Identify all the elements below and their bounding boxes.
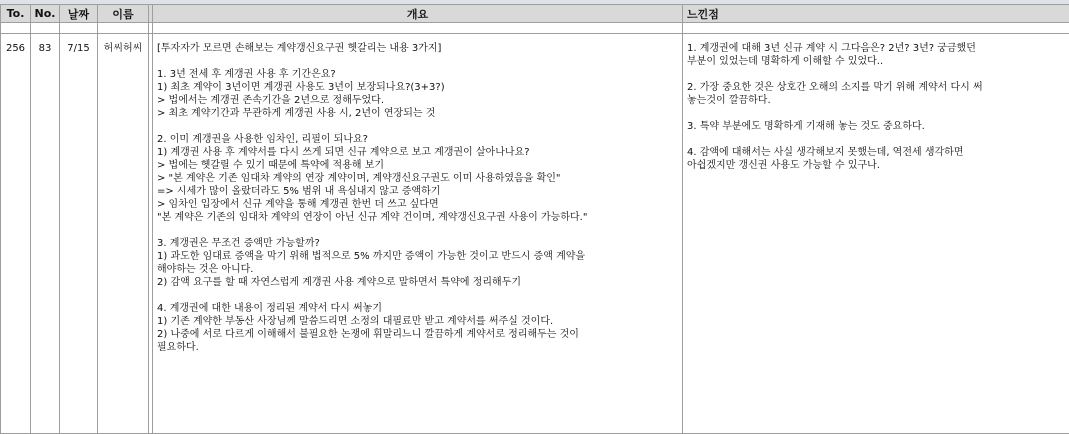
summary-line: > 최초 계약기간과 무관하게 계갱권 사용 시, 2년이 연장되는 것: [157, 108, 436, 119]
blank-line: [157, 120, 678, 133]
cell[interactable]: [98, 23, 149, 34]
summary-line: > 임차인 입장에서 신규 계약을 통해 계갱권 한번 더 쓰고 싶다면: [157, 199, 439, 210]
summary-line: > 법에서는 계갱권 존속기간을 2년으로 정해두었다.: [157, 95, 385, 106]
impression-line: 놓는것이 깔끔하다.: [687, 95, 771, 106]
summary-line: > "본 계약은 기존 임대차 계약의 연장 계약이며, 계약갱신요구권도 이미 사용하였음을 확인": [157, 173, 561, 184]
header-name[interactable]: 이름: [98, 5, 149, 23]
impression-line: 3. 특약 부분에도 명확하게 기재해 놓는 것도 중요하다.: [687, 121, 925, 132]
cell[interactable]: [60, 23, 98, 34]
header-to[interactable]: To.: [1, 5, 31, 23]
impression-line: 부분이 있었는데 명확하게 이해할 수 있었다..: [687, 56, 884, 67]
header-summary[interactable]: 개요: [153, 5, 683, 23]
cell-name[interactable]: 허씨허씨: [98, 34, 149, 434]
summary-line: 1. 3년 전세 후 계갱권 사용 후 기간은요?: [157, 69, 336, 80]
summary-line: 1) 기존 계약한 부동산 사장님께 말씀드리면 소정의 대필료만 받고 계약서를 써주실 것이다.: [157, 316, 554, 327]
spacer-row: [1, 23, 1069, 34]
blank-line: [687, 68, 1065, 81]
summary-line: 3. 계갱권은 무조건 증액만 가능할까?: [157, 238, 320, 249]
blank-line: [687, 107, 1065, 120]
summary-line: 1) 과도한 임대료 증액을 막기 위해 법적으로 5% 까지만 증액이 가능한 것이고 반드시 증액 계약을: [157, 251, 586, 262]
summary-line: "본 계약은 기존의 임대차 계약의 연장이 아닌 신규 계약 건이며, 계약갱신요구권 사용이 가능하다.": [157, 212, 588, 223]
header-impression[interactable]: 느낀점: [683, 5, 1069, 23]
cell-summary[interactable]: [153, 34, 683, 434]
summary-line: 2) 감액 요구를 할 때 자연스럽게 계갱권 사용 계약으로 말하면서 특약에 정리해두기: [157, 277, 522, 288]
cell[interactable]: [153, 23, 683, 34]
impression-line: 4. 감액에 대해서는 사실 생각해보지 못했는데, 역전세 생각하면: [687, 147, 964, 158]
blank-line: [687, 133, 1065, 146]
blank-line: [157, 224, 678, 237]
summary-line: 1) 최초 계약이 3년이면 계갱권 사용도 3년이 보장되나요?(3+3?): [157, 82, 445, 93]
summary-line: 해야하는 것은 아니다.: [157, 264, 254, 275]
header-row: [1, 5, 1069, 23]
summary-line: [투자자가 모르면 손해보는 계약갱신요구권 헷갈리는 내용 3가지]: [157, 43, 442, 54]
cell-to[interactable]: 256: [1, 34, 31, 434]
summary-line: 2) 나중에 서로 다르게 이해해서 불필요한 논쟁에 휘말리느니 깔끔하게 계약서로 정리해두는 것이: [157, 329, 579, 340]
cell[interactable]: [31, 23, 60, 34]
blank-line: [157, 289, 678, 302]
cell[interactable]: [1, 23, 31, 34]
summary-line: 1) 계갱권 사용 후 계약서를 다시 쓰게 되면 신규 계약으로 보고 계갱권이 살아나나요?: [157, 147, 530, 158]
journal-table: [0, 4, 1069, 434]
summary-line: 2. 이미 계갱권을 사용한 임차인, 리필이 되나요?: [157, 134, 368, 145]
summary-line: > 법에는 헷갈릴 수 있기 때문에 특약에 적용해 보기: [157, 160, 385, 171]
summary-line: 필요하다.: [157, 342, 199, 353]
summary-line: => 시세가 많이 올랐더라도 5% 범위 내 욕심내지 않고 증액하기: [157, 186, 441, 197]
header-no[interactable]: No.: [31, 5, 60, 23]
blank-line: [157, 55, 678, 68]
cell[interactable]: [683, 23, 1069, 34]
impression-line: 2. 가장 중요한 것은 상호간 오해의 소지를 막기 위해 계약서 다시 써: [687, 82, 983, 93]
summary-line: 4. 계갱권에 대한 내용이 정리된 계약서 다시 써놓기: [157, 303, 382, 314]
cell-date[interactable]: 7/15: [60, 34, 98, 434]
impression-line: 아쉽겠지만 갱신권 사용도 가능할 수 있구나.: [687, 160, 880, 171]
cell-no[interactable]: 83: [31, 34, 60, 434]
impression-line: 1. 계갱권에 대해 3년 신규 계약 시 그다음은? 2년? 3년? 궁금했던: [687, 43, 976, 54]
cell-impression[interactable]: [683, 34, 1069, 434]
header-date[interactable]: 날짜: [60, 5, 98, 23]
table-row[interactable]: [1, 34, 1069, 434]
